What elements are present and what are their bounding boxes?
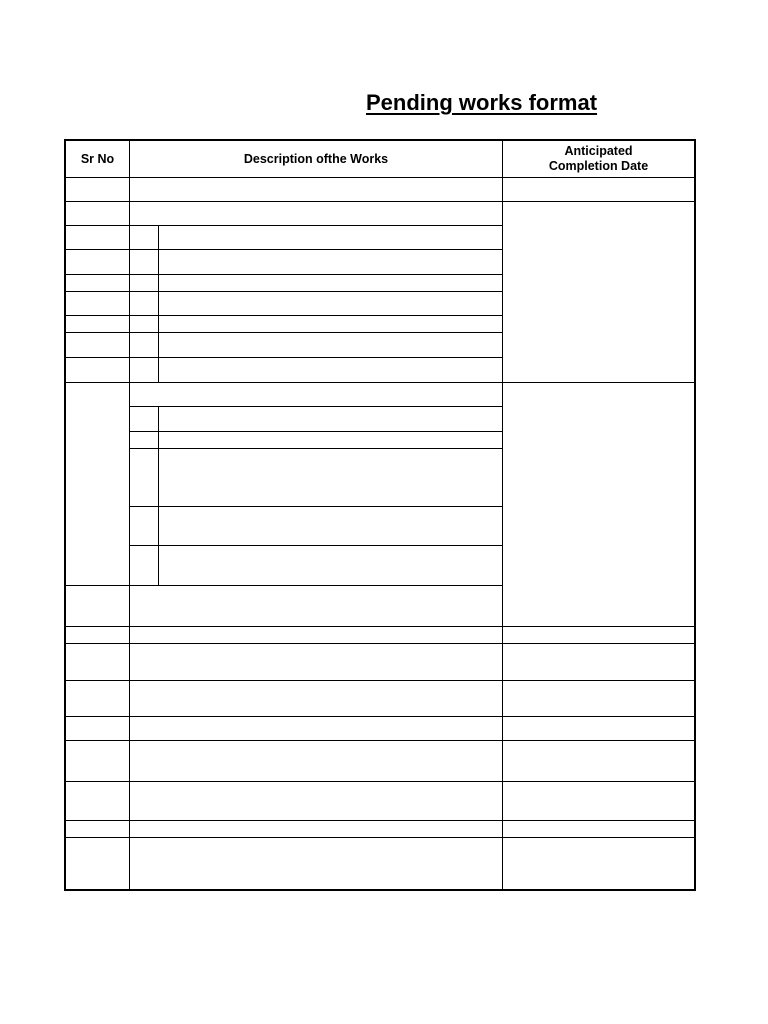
table-cell-description <box>159 226 503 250</box>
document-title: Pending works format <box>366 90 598 115</box>
table-cell-description <box>159 275 503 292</box>
header-description: Description ofthe Works <box>243 151 389 166</box>
table-cell-description <box>130 681 503 717</box>
header-completion-line2: Completion Date <box>548 159 649 173</box>
table-cell-sub-item <box>130 407 159 432</box>
header-cell <box>503 141 695 178</box>
table-cell-sub-item <box>130 546 159 586</box>
table-cell-description <box>130 383 503 407</box>
table-cell-description <box>159 292 503 316</box>
table-cell-completion-date <box>503 821 695 838</box>
table-cell-sr-no <box>66 782 130 821</box>
table-cell-sub-item <box>130 432 159 449</box>
table-cell-sub-item <box>130 449 159 507</box>
table-cell-description <box>130 782 503 821</box>
table-cell-description <box>130 838 503 890</box>
table-cell-completion-date <box>503 627 695 644</box>
table-cell-sub-item <box>130 358 159 383</box>
table-cell-sub-item <box>130 316 159 333</box>
table-cell-sub-item <box>130 275 159 292</box>
table-cell-completion-date <box>503 178 695 202</box>
header-completion-line1: Anticipated <box>564 144 633 158</box>
table-cell-sub-item <box>130 507 159 546</box>
table-cell-description <box>159 546 503 586</box>
table-cell-sr-no <box>66 275 130 292</box>
table-cell-sr-no <box>66 333 130 358</box>
table-cell-completion-date <box>503 838 695 890</box>
table-cell-description <box>130 644 503 681</box>
table-cell-completion-date <box>503 383 695 627</box>
table-cell-description <box>130 717 503 741</box>
table-cell-description <box>130 202 503 226</box>
table-cell-description <box>159 358 503 383</box>
table-cell-sr-no <box>66 838 130 890</box>
table-cell-description <box>159 333 503 358</box>
table-cell-sr-no <box>66 627 130 644</box>
table-cell-description <box>159 432 503 449</box>
table-cell-description <box>130 627 503 644</box>
table-cell-sr-no <box>66 717 130 741</box>
table-cell-sr-no <box>66 383 130 586</box>
table-cell-sub-item <box>130 250 159 275</box>
table-cell-sub-item <box>130 292 159 316</box>
table-cell-description <box>159 449 503 507</box>
table-cell-completion-date <box>503 202 695 383</box>
table-cell-completion-date <box>503 681 695 717</box>
table-cell-description <box>130 821 503 838</box>
table-cell-sub-item <box>130 226 159 250</box>
table-cell-sub-item <box>130 333 159 358</box>
table-cell-sr-no <box>66 681 130 717</box>
table-cell-sr-no <box>66 292 130 316</box>
table-cell-sr-no <box>66 316 130 333</box>
table-cell-description <box>159 250 503 275</box>
table-cell-sr-no <box>66 202 130 226</box>
table-cell-completion-date <box>503 782 695 821</box>
table-cell-sr-no <box>66 358 130 383</box>
table-cell-completion-date <box>503 741 695 782</box>
table-cell-sr-no <box>66 821 130 838</box>
table-cell-description <box>159 407 503 432</box>
table-cell-description <box>159 316 503 333</box>
table-cell-description <box>159 507 503 546</box>
table-cell-sr-no <box>66 178 130 202</box>
table-cell-sr-no <box>66 586 130 627</box>
table-cell-sr-no <box>66 250 130 275</box>
table-cell-description <box>130 586 503 627</box>
table-cell-description <box>130 178 503 202</box>
table-cell-sr-no <box>66 644 130 681</box>
table-cell-description <box>130 741 503 782</box>
table-cell-sr-no <box>66 741 130 782</box>
header-cell <box>66 141 130 178</box>
table-cell-sr-no <box>66 226 130 250</box>
table-cell-completion-date <box>503 717 695 741</box>
header-sr-no: Sr No <box>80 151 115 166</box>
header-cell <box>130 141 503 178</box>
table-cell-completion-date <box>503 644 695 681</box>
